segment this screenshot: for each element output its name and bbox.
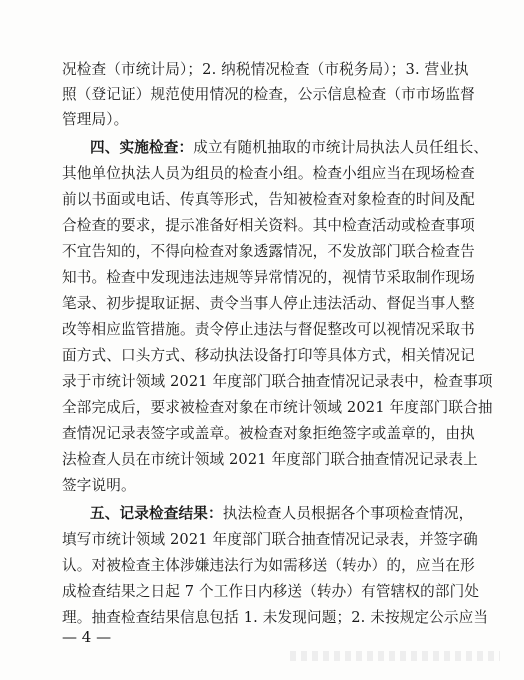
body-line-21: 成检查结果之日起 7 个工作日内移送（转办）有管辖权的部门处 xyxy=(62,583,480,600)
body-line-1: 况检查（市统计局）；2. 纳税情况检查（市税务局）；3. 营业执 xyxy=(62,61,469,78)
body-line-14: 全部完成后，要求被检查对象在市统计领域 2021 年度部门联合抽 xyxy=(62,399,493,416)
body-line-13: 录于市统计领域 2021 年度部门联合抽查情况记录表中，检查事项 xyxy=(62,373,493,390)
body-line-3: 管理局）。 xyxy=(62,111,129,128)
body-line-20: 认。对被检查主体涉嫌违法行为如需移送（转办）的，应当在形 xyxy=(62,557,475,574)
body-line-19: 填写市统计领域 2021 年度部门联合抽查情况记录表，并签字确 xyxy=(62,531,478,548)
body-line-12: 面方式、口头方式、移动执法设备打印等具体方式，相关情况记 xyxy=(62,347,475,364)
body-line-8: 不宜告知的，不得向检查对象透露情况，不发放部门联合检查告 xyxy=(62,243,475,260)
body-line-16: 法检查人员在市统计领域 2021 年度部门联合抽查情况记录表上 xyxy=(62,451,478,468)
body-line-7: 合检查的要求，提示准备好相关资料。其中检查活动或检查事项 xyxy=(62,217,475,234)
page-number: — 4 — xyxy=(62,628,112,646)
section-4-intro: 成立有随机抽取的市统计局执法人员任组长、 xyxy=(193,139,489,156)
body-line-10: 笔录、初步提取证据、责令当事人停止违法活动、督促当事人整 xyxy=(62,295,475,312)
scan-artifact xyxy=(290,651,500,661)
body-line-2: 照（登记证）规范使用情况的检查，公示信息检查（市市场监督 xyxy=(62,86,475,103)
body-line-9: 知书。检查中发现违法违规等异常情况的，视情节采取制作现场 xyxy=(62,269,475,286)
section-5-first-line xyxy=(90,502,502,526)
body-line-15: 查情况记录表签字或盖章。被检查对象拒绝签字或盖章的，由执 xyxy=(62,425,475,442)
section-4-heading: 四、实施检查： xyxy=(90,139,194,156)
section-5-intro: 执法检查人员根据各个事项检查情况， xyxy=(222,505,474,522)
section-4-first-line xyxy=(90,136,502,160)
body-line-17: 签字说明。 xyxy=(62,477,136,494)
body-line-22: 理。抽查检查结果信息包括 1. 未发现问题；2. 未按规定公示应当 xyxy=(62,609,489,626)
body-line-11: 改等相应监管措施。责令停止违法与督促整改可以视情况采取书 xyxy=(62,321,475,338)
body-line-5: 其他单位执法人员为组员的检查小组。检查小组应当在现场检查 xyxy=(62,165,475,182)
body-line-6: 前以书面或电话、传真等形式，告知被检查对象检查的时间及配 xyxy=(62,191,475,208)
section-5-heading: 五、记录检查结果： xyxy=(90,505,223,522)
